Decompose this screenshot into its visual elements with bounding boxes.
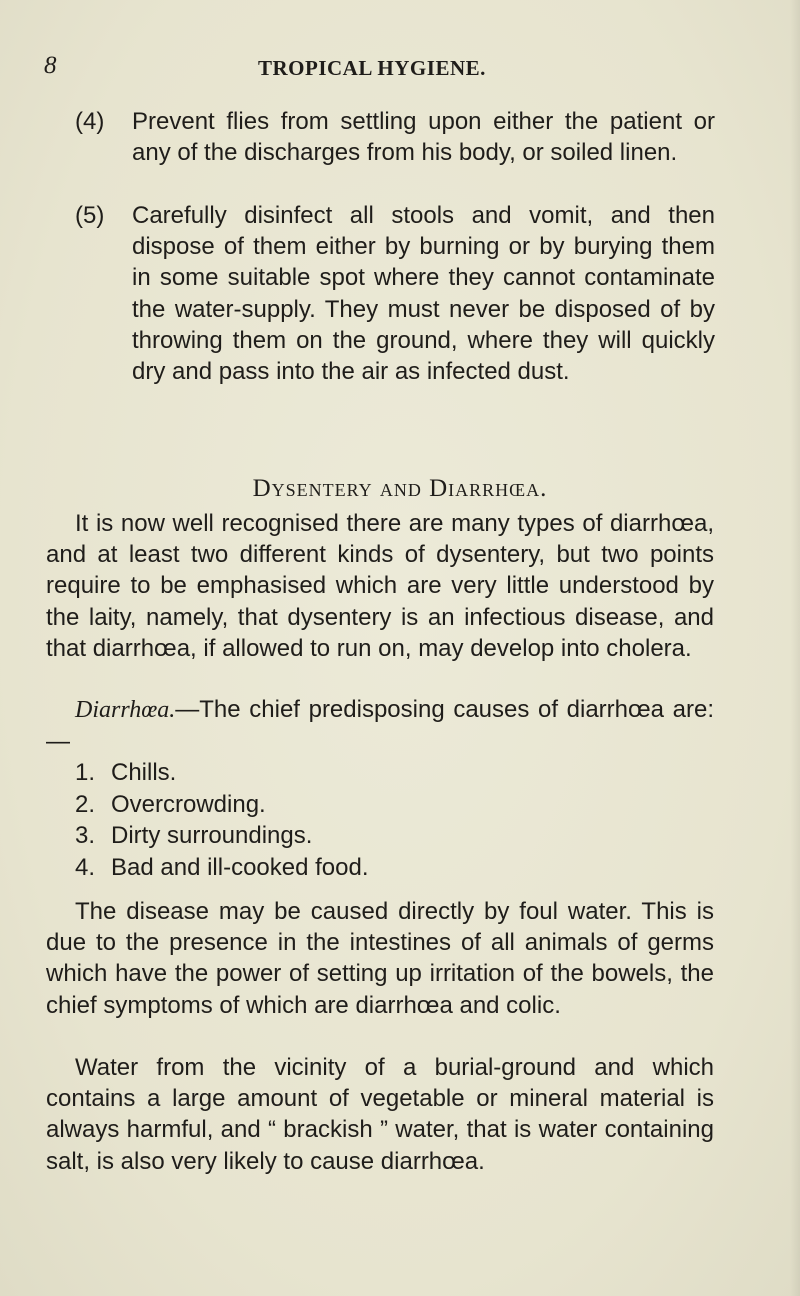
page-edge-shadow <box>790 0 800 1296</box>
page-number: 8 <box>44 52 57 79</box>
list-item <box>75 789 369 821</box>
list-item <box>75 852 369 884</box>
paragraph-lead: Diarrhœa. <box>75 697 176 723</box>
section-heading: Dysentery and Diarrhœa. <box>252 475 548 502</box>
numbered-item-4 <box>75 106 715 168</box>
list-number: 1. <box>75 759 96 786</box>
item-number: (4) <box>75 108 105 135</box>
list-item <box>75 757 369 789</box>
list-text: Overcrowding. <box>111 790 266 818</box>
item-text: Prevent flies from settling upon either the patient or any of the discharges from his body, or soiled linen. <box>132 108 715 167</box>
paragraph <box>46 694 714 757</box>
list-text: Dirty surroundings. <box>111 822 313 849</box>
causes-list <box>75 757 369 883</box>
list-number: 3. <box>75 822 96 849</box>
paragraph: The disease may be caused directly by foul water. This is due to the presence in the intestines of all animals of germs which have the power of setting up irritation of the bowels, the chief symptoms of which are diarrhœa and colic. <box>46 898 714 1019</box>
list-text: Chills. <box>111 759 177 786</box>
list-item <box>75 820 369 852</box>
paragraph-text: —The chief predisposing causes of diarrhœa are:— <box>46 696 714 756</box>
paragraph: Water from the vicinity of a burial-ground and which contains a large amount of vegetable or mineral material is always harmful, and “ brackish ” water, that is water containing salt, is also very likely to cause diarrhœa. <box>46 1054 714 1175</box>
page-header <box>0 52 800 82</box>
list-text: Bad and ill-cooked food. <box>111 853 369 881</box>
list-number: 2. <box>75 790 96 818</box>
item-number: (5) <box>75 202 105 229</box>
running-head: TROPICAL HYGIENE. <box>258 56 486 80</box>
paragraph: It is now well recognised there are many types of diarrhœa, and at least two different kinds of dysentery, but two points require to be emphasised which are very little understood by the laity, namely, that dysentery is an infectious disease, and that diarrhœa, if allowed to run on, may develop into cholera. <box>46 510 714 662</box>
item-text: Carefully disinfect all stools and vomit, and then dispose of them either by burning or by burying them in some suitable spot where they cannot contaminate the water-supply. They must never be disposed of by throwing them on the ground, where they will quickly dry and pass into the air as infected dust. <box>132 202 715 386</box>
list-number: 4. <box>75 853 96 881</box>
numbered-item-5 <box>75 200 715 387</box>
